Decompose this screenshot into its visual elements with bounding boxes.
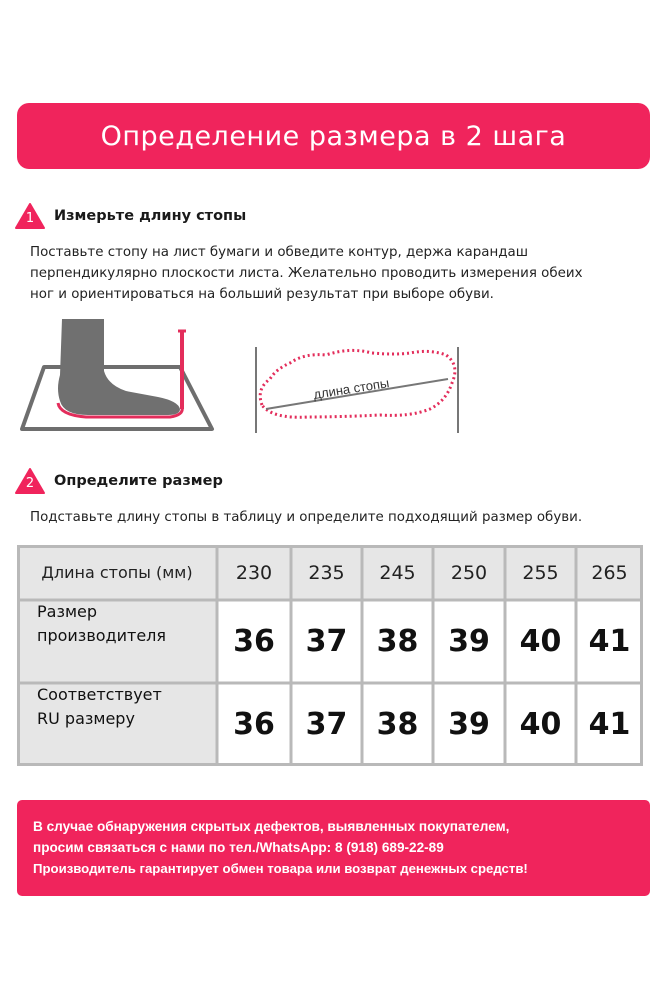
step-1-description [30, 242, 583, 305]
size-cell: 38 [376, 624, 419, 659]
step-1-triangle-icon [14, 202, 46, 230]
row-label-line: Размер [37, 602, 98, 621]
foot-length-label: длина стопы [312, 375, 391, 402]
size-cell: 37 [305, 707, 348, 742]
manufacturer-size-label [17, 600, 217, 683]
size-cell: 38 [376, 707, 419, 742]
notice-contact-line: просим связаться с нами по тел./WhatsApp: 8 (918) 689-22-89 [33, 840, 444, 855]
step-1-line: перпендикулярно плоскости листа. Желательно проводить измерения обеих [30, 266, 583, 281]
length-cell: 255 [522, 561, 559, 584]
size-cell: 36 [233, 624, 275, 659]
size-cell: 40 [519, 624, 562, 659]
size-cell: 39 [448, 624, 490, 659]
notice-line: Производитель гарантирует обмен товара или возврат денежных средств! [33, 861, 528, 876]
warranty-notice [17, 800, 650, 896]
step-1-title: Измерьте длину стопы [54, 208, 247, 224]
length-cell: 250 [450, 561, 488, 584]
row-label-line: производителя [37, 626, 167, 645]
step-2-title: Определите размер [54, 473, 223, 489]
row-label-line: Соответствует [37, 685, 162, 704]
notice-line: В случае обнаружения скрытых дефектов, выявленных покупателем, [33, 819, 510, 834]
size-cell: 39 [448, 707, 490, 742]
step-1-line: Поставьте стопу на лист бумаги и обведите контур, держа карандаш [30, 245, 528, 260]
row-label-line: RU размеру [37, 709, 135, 728]
measurement-illustration [0, 305, 666, 435]
step-2-description: Подставьте длину стопы в таблицу и определите подходящий размер обуви. [30, 510, 583, 525]
step-1-number: 1 [25, 211, 35, 226]
header-label: Длина стопы (мм) [41, 563, 193, 582]
size-cell: 41 [588, 624, 631, 659]
page-title: Определение размера в 2 шага [100, 120, 567, 152]
step-1-line: ног и ориентироваться на больший результат при выборе обуви. [30, 287, 494, 302]
step-1-header [14, 202, 246, 230]
length-cell: 235 [308, 561, 345, 584]
step-2-number: 2 [25, 476, 35, 491]
size-cell: 36 [233, 707, 275, 742]
ru-size-label [17, 683, 217, 766]
size-cell: 41 [588, 707, 631, 742]
length-cell: 265 [591, 561, 628, 584]
length-cell: 230 [235, 561, 273, 584]
size-cell: 40 [519, 707, 562, 742]
step-2-triangle-icon [14, 467, 46, 495]
title-banner [17, 103, 650, 169]
size-cell: 37 [305, 624, 348, 659]
step-2-header [14, 467, 223, 495]
length-cell: 245 [379, 561, 416, 584]
size-table [17, 545, 643, 766]
